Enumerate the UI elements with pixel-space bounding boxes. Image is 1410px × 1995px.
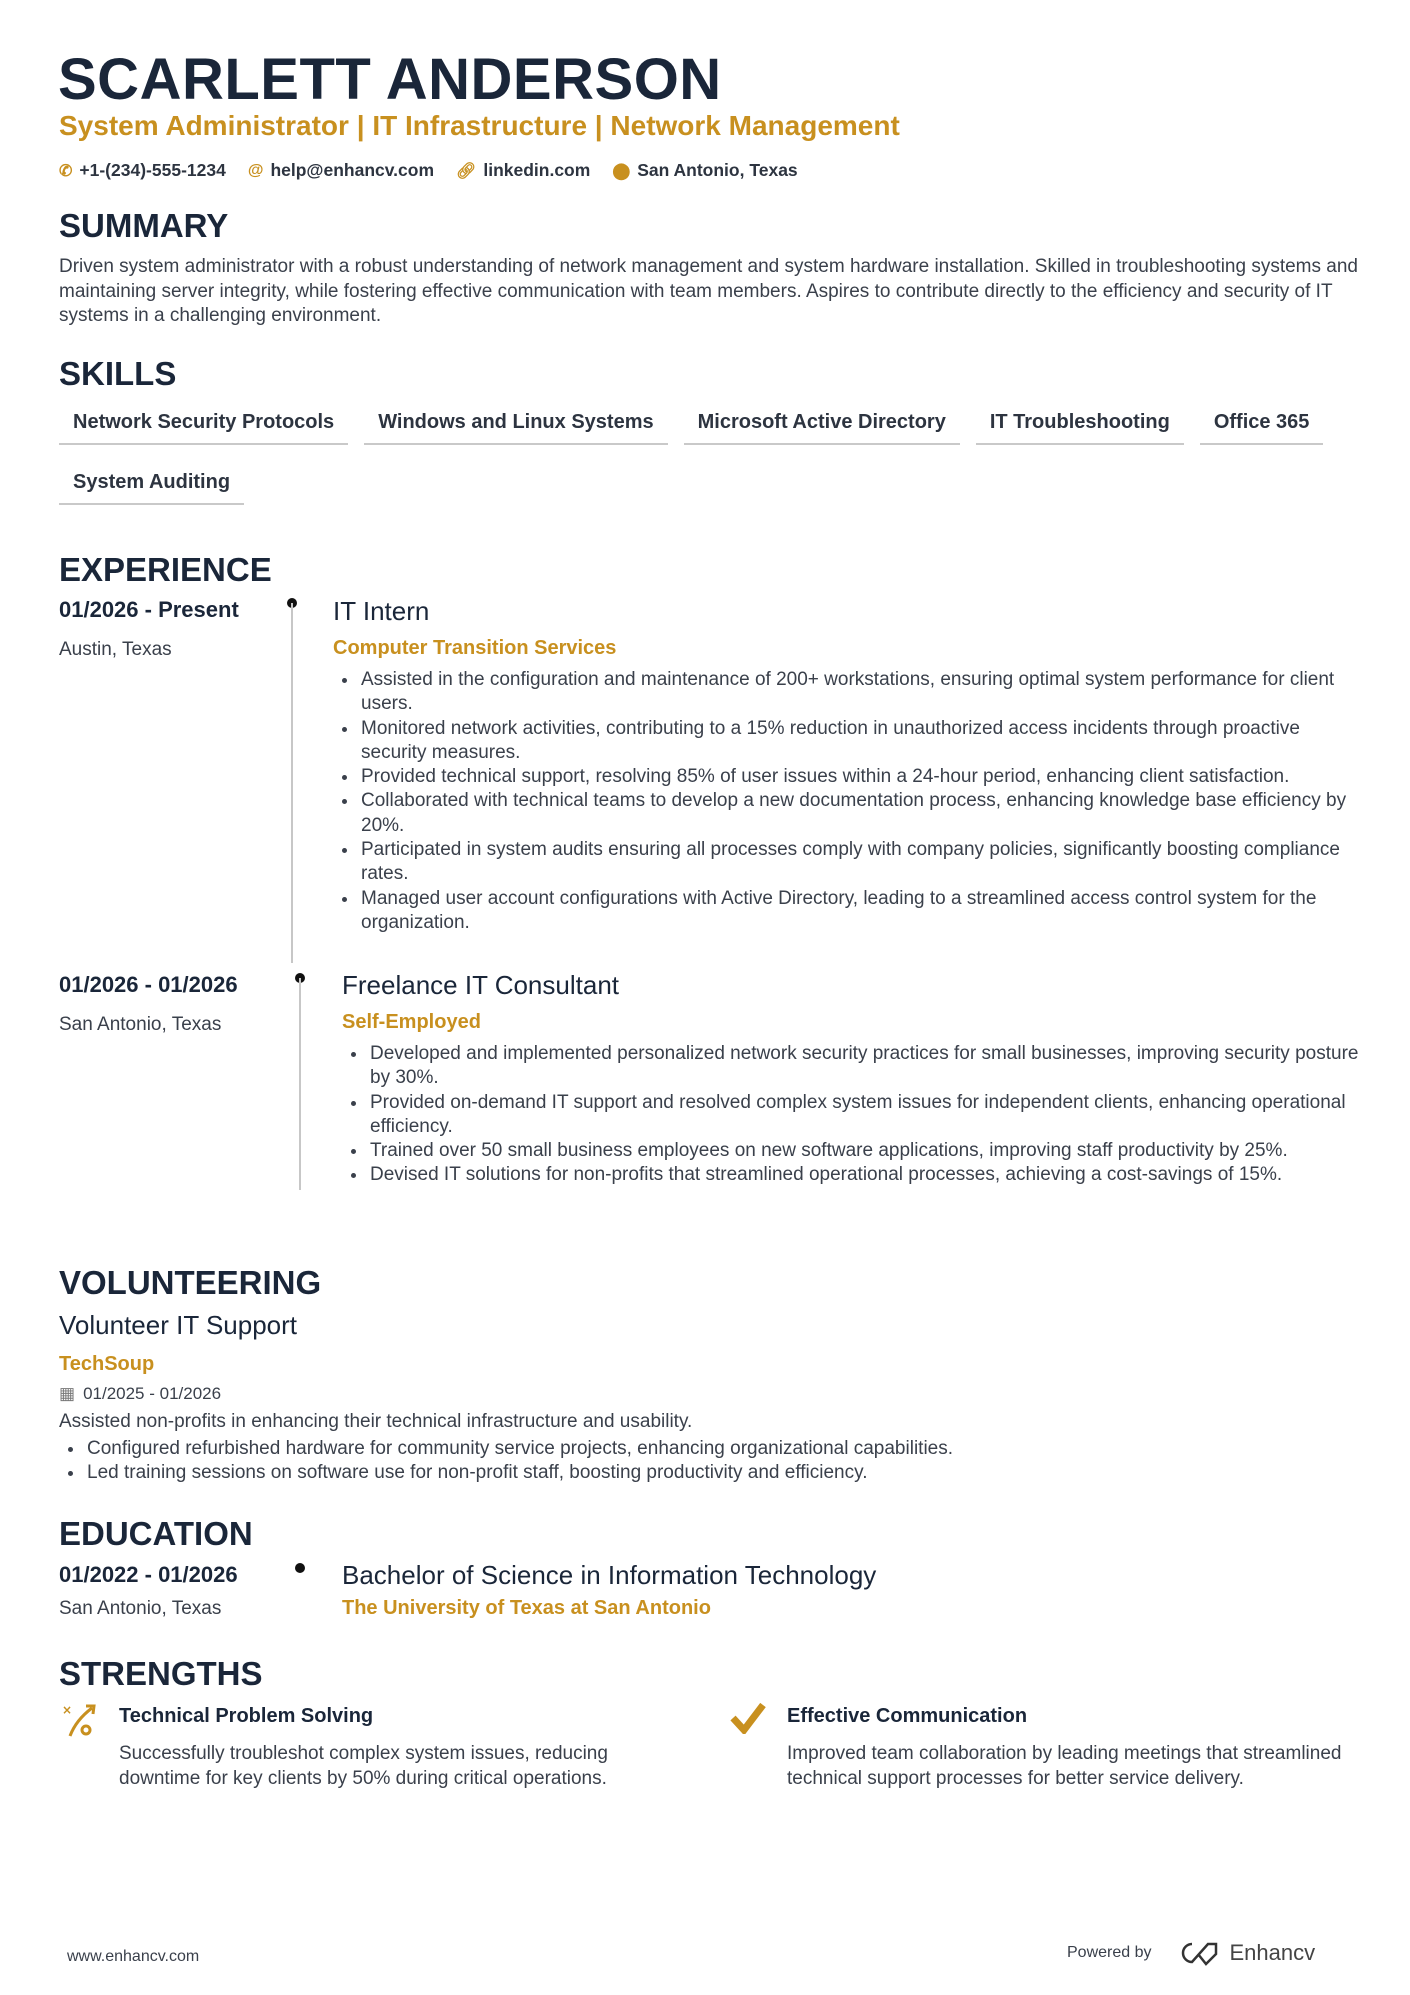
footer-website[interactable]: www.enhancv.com <box>67 1948 200 1965</box>
skill-tag: IT Troubleshooting <box>976 405 1184 445</box>
bullet: Configured refurbished hardware for community service projects, enhancing organizational capabilities. <box>59 1437 1359 1461</box>
enhancv-logo-icon <box>1178 1940 1222 1966</box>
strength-title: Technical Problem Solving <box>119 1705 374 1727</box>
link-icon: 🔗︎ <box>456 162 477 180</box>
bullet: Monitored network activities, contributing to a 15% reduction in unauthorized access incidents through proactive security measures. <box>333 717 1363 766</box>
education-entry <box>342 1560 876 1620</box>
job-title: Freelance IT Consultant <box>342 970 619 1000</box>
strength-item <box>119 1705 679 1791</box>
powered-by-label: Powered by <box>1067 1944 1152 1961</box>
timeline-line <box>299 978 301 1190</box>
volunteer-date-row <box>59 1384 1359 1404</box>
education-date: 01/2022 - 01/2026 <box>59 1562 238 1587</box>
job-bullets <box>342 1042 1362 1188</box>
candidate-subtitle: System Administrator | IT Infrastructure | Network Management <box>59 110 900 141</box>
education-meta <box>59 1562 238 1620</box>
volunteer-bullets <box>59 1437 1359 1486</box>
bullet: Developed and implemented personalized network security practices for small businesses, improving security posture by 30%. <box>342 1042 1362 1091</box>
linkedin-text: linkedin.com <box>483 160 591 180</box>
bullet: Participated in system audits ensuring all processes comply with company policies, significantly boosting compliance rates. <box>333 838 1363 887</box>
degree: Bachelor of Science in Information Technology <box>342 1560 877 1590</box>
strength-item <box>787 1705 1347 1791</box>
bullet: Collaborated with technical teams to develop a new documentation process, enhancing knowledge base efficiency by 20%. <box>333 789 1363 838</box>
skills-heading: SKILLS <box>59 355 177 392</box>
skills-list <box>59 405 1359 505</box>
job-location: Austin, Texas <box>59 639 172 660</box>
volunteer-date: 01/2025 - 01/2026 <box>83 1384 222 1403</box>
skill-tag: Network Security Protocols <box>59 405 348 445</box>
education-heading: EDUCATION <box>59 1515 253 1552</box>
job-location: San Antonio, Texas <box>59 1014 222 1035</box>
job-bullets <box>333 668 1363 935</box>
skill-tag: Microsoft Active Directory <box>684 405 960 445</box>
skill-tag: System Auditing <box>59 465 244 505</box>
bullet: Devised IT solutions for non-profits that streamlined operational processes, achieving a cost-savings of 15%. <box>342 1163 1362 1187</box>
experience-heading: EXPERIENCE <box>59 551 272 588</box>
timeline-dot <box>295 1563 305 1573</box>
education-location: San Antonio, Texas <box>59 1598 222 1619</box>
location-pin-icon: ⬤ <box>612 162 631 180</box>
volunteer-title: Volunteer IT Support <box>59 1310 298 1340</box>
bullet: Led training sessions on software use for non-profit staff, boosting productivity and efficiency. <box>59 1461 1359 1485</box>
bullet: Provided on-demand IT support and resolved complex system issues for independent clients, enhancing operational efficiency. <box>342 1091 1362 1140</box>
job-date: 01/2026 - Present <box>59 597 239 622</box>
job-1-meta <box>59 597 239 661</box>
timeline-line <box>291 603 293 963</box>
enhancv-logo <box>1178 1940 1316 1966</box>
strengths-heading: STRENGTHS <box>59 1655 263 1692</box>
strength-text: Successfully troubleshot complex system issues, reducing downtime for key clients by 50% during critical operations. <box>119 1743 608 1789</box>
job-company: Self-Employed <box>342 1011 481 1033</box>
contact-phone <box>59 160 226 181</box>
strength-title: Effective Communication <box>787 1705 1028 1727</box>
bullet: Provided technical support, resolving 85% of user issues within a 24-hour period, enhancing client satisfaction. <box>333 765 1363 789</box>
job-2-meta <box>59 972 238 1036</box>
skill-tag: Office 365 <box>1200 405 1324 445</box>
at-icon: @ <box>247 161 264 179</box>
job-company: Computer Transition Services <box>333 637 617 659</box>
phone-text: +1-(234)-555-1234 <box>79 160 226 180</box>
candidate-name: SCARLETT ANDERSON <box>58 47 722 112</box>
contact-location <box>612 160 797 181</box>
phone-icon: ✆ <box>59 162 73 180</box>
summary-heading: SUMMARY <box>59 207 229 244</box>
job-1 <box>333 596 1363 935</box>
volunteer-description: Assisted non-profits in enhancing their technical infrastructure and usability. <box>59 1411 693 1432</box>
bullet: Trained over 50 small business employees on new software applications, improving staff productivity by 25%. <box>342 1139 1362 1163</box>
checkmark-icon <box>730 1702 766 1739</box>
volunteering-entry <box>59 1310 1359 1485</box>
skill-tag: Windows and Linux Systems <box>364 405 667 445</box>
enhancv-wordmark: Enhancv <box>1229 1940 1316 1965</box>
contact-linkedin[interactable] <box>456 160 590 181</box>
bullet: Managed user account configurations with Active Directory, leading to a streamlined access control system for the organization. <box>333 887 1363 936</box>
volunteering-heading: VOLUNTEERING <box>59 1264 322 1301</box>
strength-text: Improved team collaboration by leading meetings that streamlined technical support processes for better service delivery. <box>787 1743 1342 1789</box>
job-title: IT Intern <box>333 596 430 626</box>
contact-email[interactable] <box>248 160 434 181</box>
job-2 <box>342 970 1362 1188</box>
svg-text:×: × <box>62 1703 73 1717</box>
strategy-icon <box>62 1702 102 1743</box>
school: The University of Texas at San Antonio <box>342 1597 711 1619</box>
summary-text: Driven system administrator with a robust understanding of network management and system hardware installation. Skilled in troubleshooting systems and maintaining server integrity, while fostering effective communication with team members. Aspires to contribute directly to the efficiency and security of IT systems in a challenging environment. <box>59 256 1358 326</box>
contact-bar <box>59 160 798 181</box>
footer-branding <box>1067 1940 1315 1966</box>
bullet: Assisted in the configuration and maintenance of 200+ workstations, ensuring optimal system performance for client users. <box>333 668 1363 717</box>
location-text: San Antonio, Texas <box>637 160 798 180</box>
job-date: 01/2026 - 01/2026 <box>59 972 238 997</box>
email-text: help@enhancv.com <box>270 160 435 180</box>
calendar-icon: ▦ <box>59 1384 76 1403</box>
volunteer-org: TechSoup <box>59 1353 155 1375</box>
